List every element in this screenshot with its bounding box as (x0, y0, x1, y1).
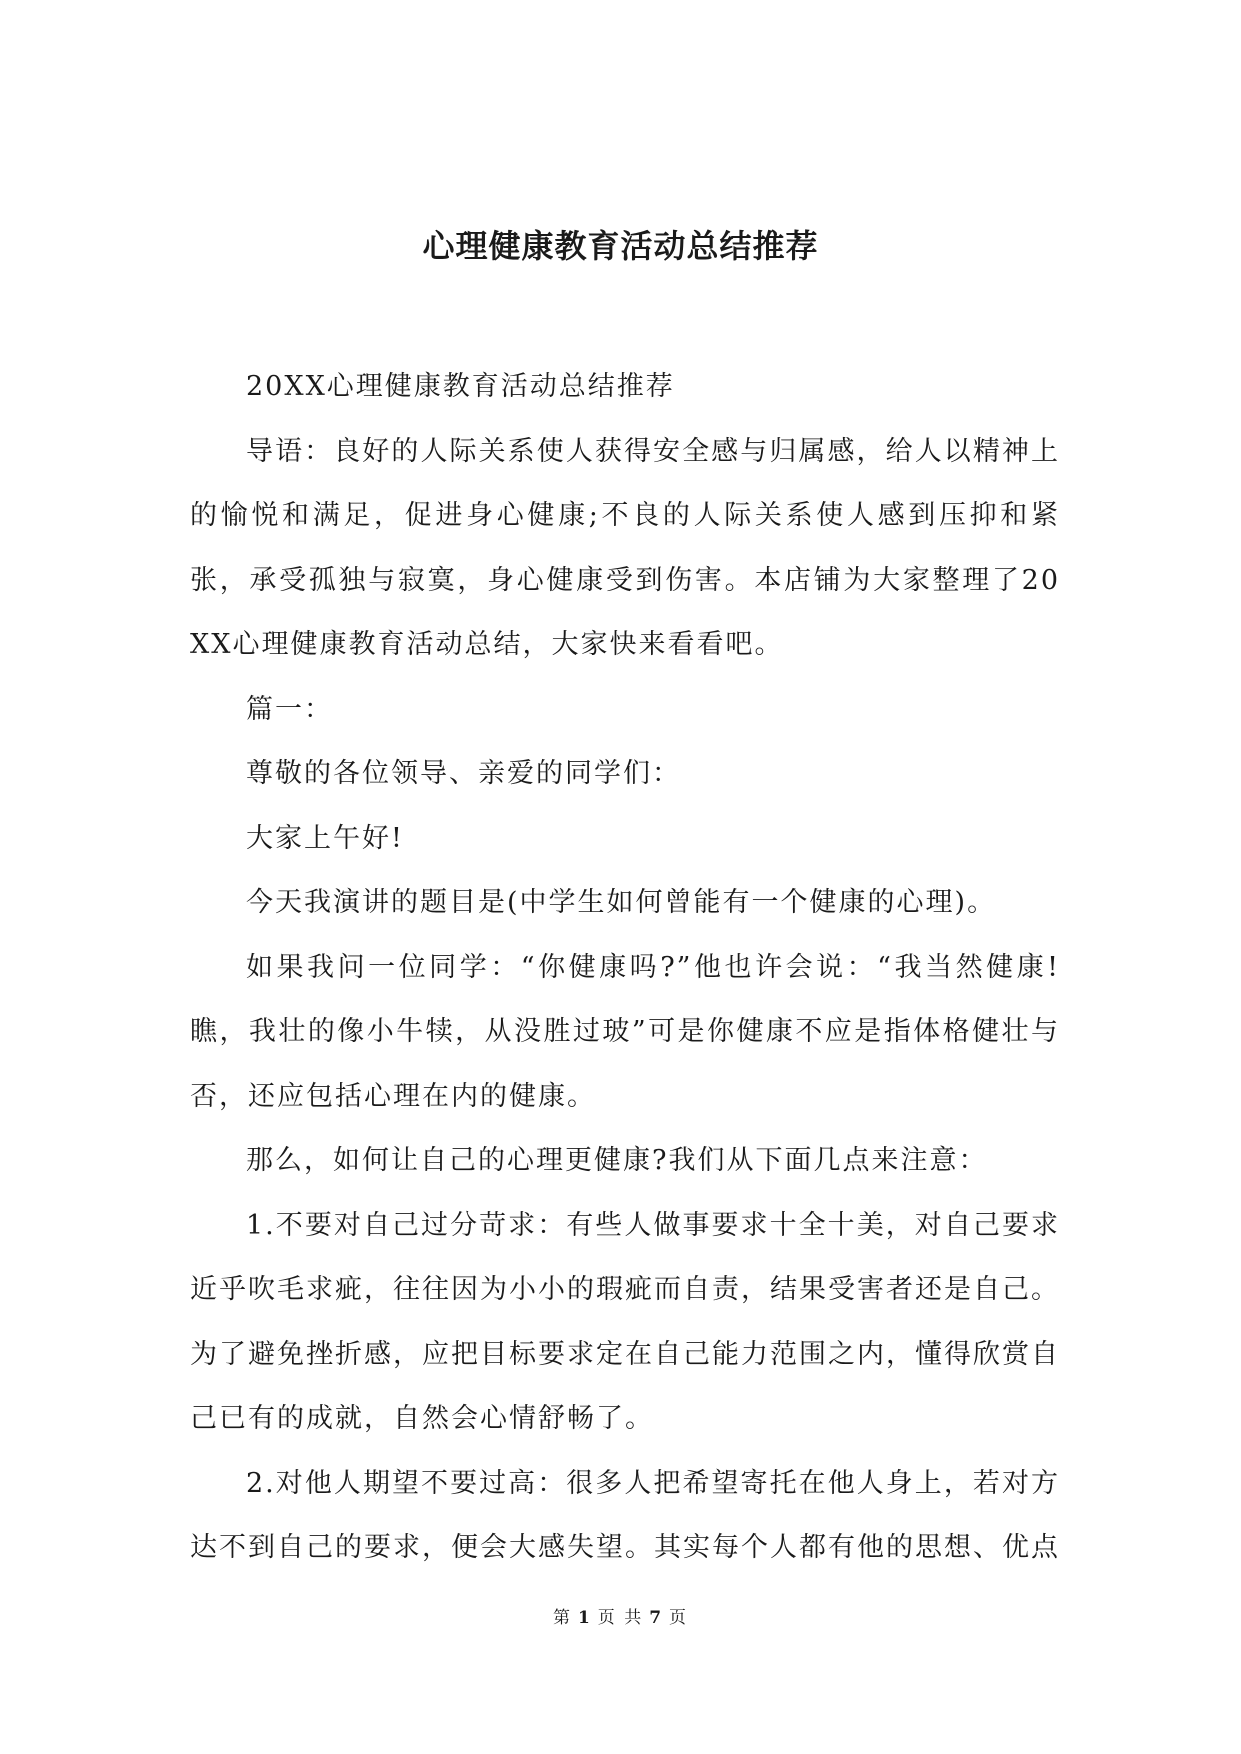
page-footer (0, 1603, 1241, 1628)
footer-suffix: 页 (669, 1608, 689, 1628)
paragraph-greeting: 尊敬的各位领导、亲爱的同学们： (246, 758, 681, 789)
footer-total-pages: 7 (649, 1608, 664, 1628)
paragraph-point-2: 2.对他人期望不要过高：很多人把希望寄托在他人身上，若对方达不到自己的要求，便会大感失望。其实每个人都有他的思想、优点 (190, 1467, 1060, 1563)
paragraph-good-morning: 大家上午好! (246, 822, 404, 854)
footer-prefix: 第 (552, 1608, 572, 1628)
paragraph-part-one: 篇一： (246, 693, 333, 725)
paragraph-question: 如果我问一位同学：“你健康吗?”他也许会说：“我当然健康!瞧，我壮的像小牛犊，从没胜过玻”可是你健康不应是指体格健壮与否，还应包括心理在内的健康。 (190, 951, 1060, 1112)
paragraph-how-to: 那么，如何让自己的心理更健康?我们从下面几点来注意： (246, 1145, 988, 1176)
paragraph-intro: 导语：良好的人际关系使人获得安全感与归属感，给人以精神上的愉悦和满足，促进身心健康;不良的人际关系使人感到压抑和紧张，承受孤独与寂寞，身心健康受到伤害。本店铺为大家整理了20XX心理健康教育活动总结，大家快来看看吧。 (190, 435, 1060, 660)
paragraph-topic: 今天我演讲的题目是(中学生如何曾能有一个健康的心理)。 (246, 887, 997, 918)
paragraph-point-1: 1.不要对自己过分苛求：有些人做事要求十全十美，对自己要求近乎吹毛求疵，往往因为小小的瑕疵而自责，结果受害者还是自己。为了避免挫折感，应把目标要求定在自己能力范围之内，懂得欣赏自己已有的成就，自然会心情舒畅了。 (190, 1209, 1060, 1434)
paragraph-heading: 20XX心理健康教育活动总结推荐 (246, 371, 675, 402)
document-title: 心理健康教育活动总结推荐 (422, 227, 819, 265)
footer-middle: 页 共 (597, 1608, 644, 1628)
footer-page-number: 1 (577, 1608, 592, 1628)
document-body (190, 355, 1060, 1581)
